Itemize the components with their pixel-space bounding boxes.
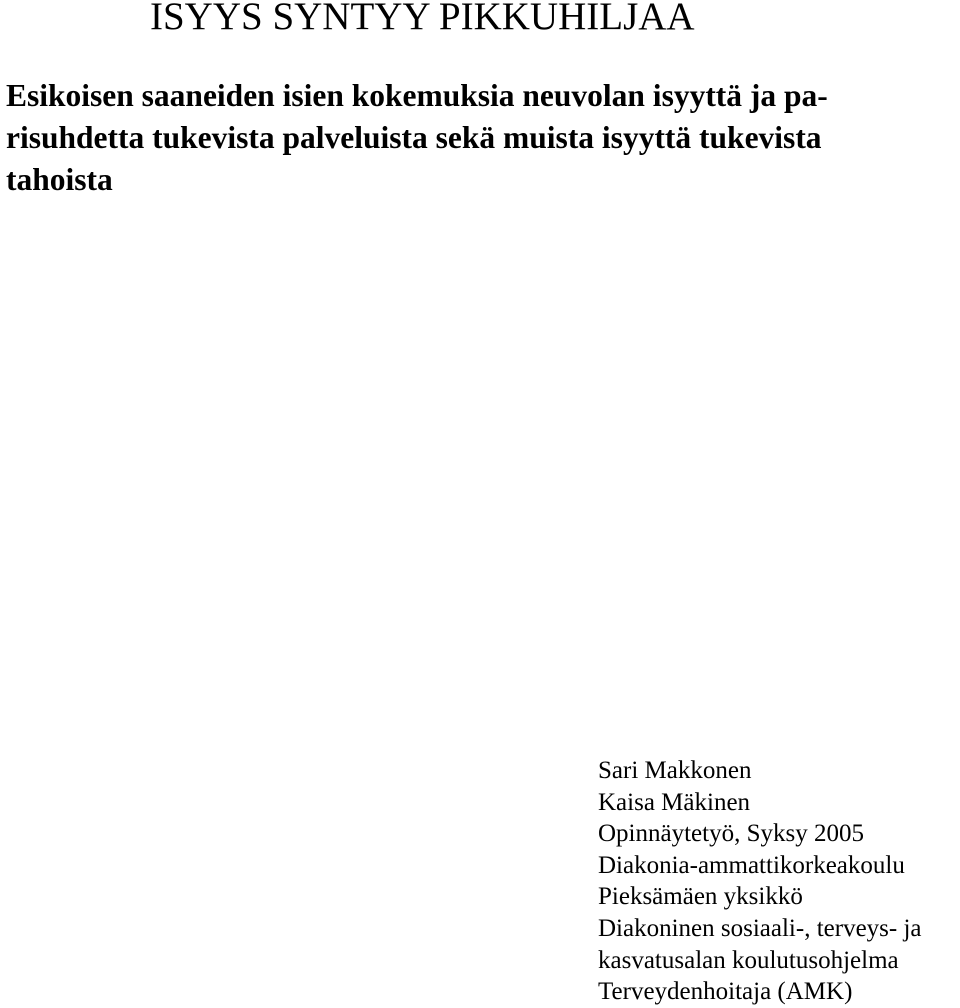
subtitle-line: Esikoisen saaneiden isien kokemuksia neuvolan isyyttä ja pa- xyxy=(6,78,828,113)
author-name: Kaisa Mäkinen xyxy=(598,788,751,816)
degree-programme: kasvatusalan koulutusohjelma xyxy=(598,946,899,974)
subtitle xyxy=(6,75,954,201)
thesis-info: Opinnäytetyö, Syksy 2005 xyxy=(598,820,864,848)
degree-programme: Diakoninen sosiaali-, terveys- ja xyxy=(598,914,922,942)
institution: Diakonia-ammattikorkeakoulu xyxy=(598,851,905,879)
subtitle-line: risuhdetta tukevista palveluista sekä muista isyyttä tukevista xyxy=(6,120,822,155)
degree-title: Terveydenhoitaja (AMK) xyxy=(598,978,853,1006)
page-title: ISYYS SYNTYY PIKKUHILJAA xyxy=(150,0,695,38)
campus-unit: Pieksämäen yksikkö xyxy=(598,883,803,911)
author-info-block xyxy=(598,755,922,1008)
subtitle-line: tahoista xyxy=(6,162,113,197)
author-name: Sari Makkonen xyxy=(598,757,752,784)
